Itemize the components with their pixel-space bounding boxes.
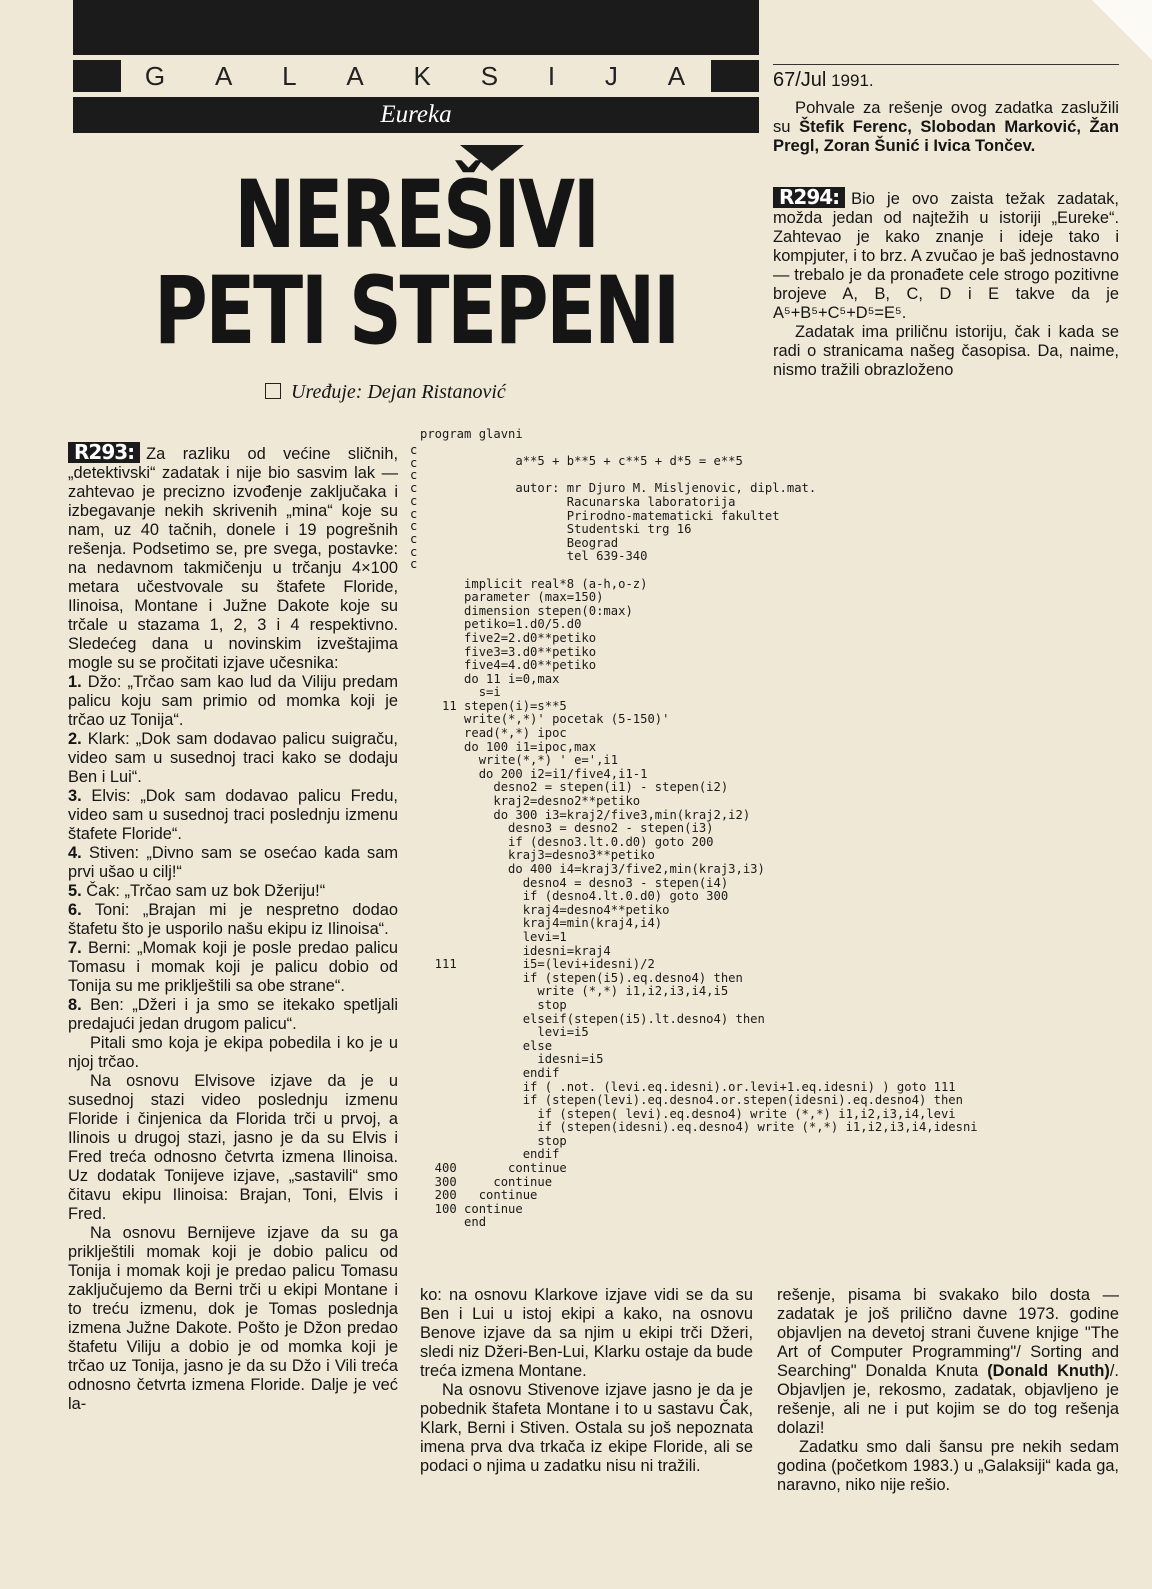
statement-text: Stiven: „Divno sam se osećao kada sam prvi ušao u cilj!“: [68, 844, 398, 881]
praise-text: Pohvale za rešenje ovog zadatka zaslužili su: [773, 98, 1119, 136]
r293-intro: [68, 442, 398, 673]
statement-text: Berni: „Momak koji je posle predao palicu Tomasu i momak koji je palicu dobio od Tonija su me priklještili sa obe strane“.: [68, 939, 398, 995]
header-top-bar: [73, 0, 759, 55]
r293-text: Za razliku od većine sličnih, „detektivski“ zadatak i nije bio sasvim lak — zahtevao je precizno izvođenje zaključaka i izbegavanje nekih skrivenih „mina“ koje su nam, uz 40 tačnih, donele i 19 pogrešnih rešenja. Podsetimo se, pre svega, postavke: na nedavnom takmičenju u trčanju 4×100 metara učestvovale su štafete Floride, Ilinoisa, Montane i Južne Dakote koje su trčale u stazama 1, 2, 3 i 4 respektivno. Sledećeg dana u novinskim izveštajima mogle su se pročitati izjave učesnika:: [68, 445, 398, 672]
letter: K: [413, 60, 433, 91]
statement-number: 8.: [68, 996, 82, 1014]
editor-credit: [265, 381, 765, 404]
issue-year: 1991.: [826, 71, 874, 90]
title-line-2: PETI STEPENI: [154, 257, 678, 366]
statement-8: [68, 996, 398, 1034]
letter: A: [346, 60, 366, 91]
issue-number: 67/Jul: [773, 69, 827, 91]
elvis-paragraph: Na osnovu Elvisove izjave da je u susednoj stazi video poslednju izmenu Floride i činjenica da Florida trči u prvoj, a Ilinois u drugoj stazi, jasno je da su Elvis i Fred treća odnosno četvrta izmena Ilinoisa. Uz dodatak Tonijeve izjave, „sastavili“ smo čitavu ekipu Ilinoisa: Brajan, Toni, Elvis i Fred.: [68, 1072, 398, 1223]
statement-2: [68, 730, 398, 787]
comment-marks: c c c c c c c c c c: [410, 443, 418, 572]
statement-number: 1.: [68, 673, 82, 691]
statement-3: [68, 787, 398, 844]
letter: L: [282, 60, 299, 91]
statement-1: [68, 673, 398, 730]
page-corner: [1092, 0, 1152, 60]
statement-4: [68, 844, 398, 882]
statement-number: 5.: [68, 882, 82, 900]
left-block: [73, 60, 121, 92]
statement-number: 4.: [68, 844, 82, 862]
letter: A: [214, 60, 235, 91]
r294-text: Bio je ovo zaista težak zadatak, možda jedan od najtežih u istoriji „Eureke“. Zahtevao je kako znanje i ideje tako i kompjuter, i to brz. A zvučao je baš jednostavno — trebalo je da pronađete cele strogo pozitivne brojeve A, B, C, D i E takve da je A⁵+B⁵+C⁵+D⁵=E⁵.: [773, 190, 1119, 322]
section-name: Eureka: [73, 97, 759, 133]
editor-name: Uređuje: Dejan Ristanović: [291, 381, 506, 403]
title-line-1: NEREŠIVI: [234, 161, 598, 270]
left-column: [68, 442, 398, 1414]
knuth-paragraph: [777, 1286, 1119, 1438]
letter: I: [547, 60, 558, 91]
knuth-text-end: /. Objavljen je, rekosmo, zadatak, objavljeno je rešenje, ali ne i put kojim se do tog rešenja dolazi!: [777, 1362, 1119, 1437]
r293-tag: R293:: [68, 442, 140, 463]
statement-number: 6.: [68, 901, 82, 919]
issue-info: [773, 64, 1119, 92]
article-title: [148, 161, 683, 366]
question-paragraph: Pitali smo koja je ekipa pobedila i ko je u njoj trčao.: [68, 1034, 398, 1071]
statement-number: 2.: [68, 730, 82, 748]
magazine-letters: [121, 61, 711, 92]
statement-text: Toni: „Brajan mi je nespretno dodao štafetu što je usporilo našu ekipu iz Ilinoisa“.: [68, 901, 398, 938]
statement-text: Džo: „Trčao sam kao lud da Viliju predam palicu koju sam primio od momka koji je trčao uz Tonija“.: [68, 673, 398, 729]
r294-paragraph: [773, 187, 1119, 323]
r294-history: Zadatak ima priličnu istoriju, čak i kada se radi o stranicama našeg časopisa. Da, naime, nismo tražili obrazloženo: [773, 323, 1119, 379]
stiven-paragraph: Na osnovu Stivenove izjave jasno je da je pobednik štafeta Montane i to u sastavu Čak, Klark, Berni i Stiven. Ostala su još nepoznata imena prva dva trkača iz ekipe Floride, ali se podaci o njima u zadatku nisu ni tražili.: [420, 1381, 753, 1475]
berni-paragraph: Na osnovu Bernijeve izjave da su ga priklještili momak koji je dobio palicu od Tonija i momak koji je predao palicu Tomasu zaključujemo da Berni trči u ekipi Montane i to treću izmenu, dok je Tomas poslednja izmena Južne Dakote. Pošto je Džon predao štafetu Viliju a dobio je od momka koji je trčao uz Tonija, jasno je da su Džo i Vili treća odnosno četvrta izmena Floride. Dalje je već la-: [68, 1224, 398, 1413]
magazine-name: [73, 58, 759, 94]
statement-text: Čak: „Trčao sam uz bok Džeriju!“: [86, 882, 326, 900]
r294-tag: R294:: [773, 187, 845, 208]
statement-text: Klark: „Dok sam dodavao palicu suigraču, video sam u susednoj traci kako se dodaju Ben i Lui“.: [68, 730, 398, 786]
chance-paragraph: Zadatku smo dali šansu pre nekih sedam godina (početkom 1983.) u „Galaksiji“ kada ga, naravno, niko nije rešio.: [777, 1438, 1119, 1494]
praise-paragraph: [773, 98, 1119, 155]
letter: A: [667, 60, 688, 91]
letter: J: [604, 60, 620, 91]
right-block: [711, 60, 759, 92]
statement-number: 7.: [68, 939, 82, 957]
square-icon: [265, 383, 281, 399]
statement-7: [68, 939, 398, 996]
knuth-text: rešenje, pisama bi svakako bilo dosta — zadatak je još prilično davne 1973. godine objavljen na devetoj strani čuvene knjige "The Art of Computer Programming"/ Sorting and Searching" Donalda Knuta: [777, 1286, 1119, 1380]
right-column-bottom: [777, 1286, 1119, 1495]
statement-text: Ben: „Džeri i ja smo se itekako spetljali predajući jedan drugom palicu“.: [68, 996, 398, 1033]
letter: G: [144, 60, 168, 91]
statement-6: [68, 901, 398, 939]
statement-text: Elvis: „Dok sam dodavao palicu Fredu, video sam u susednoj traci poslednju izmenu štafete Floride“.: [68, 787, 398, 843]
code-listing: program glavni a**5 + b**5 + c**5 + d*5 = e**5 autor: mr Djuro M. Misljenovic, dipl.mat. Racunarska laboratorija Prirodno-matematicki fakultet Studentski trg 16 Beograd tel 639-340 implicit real*8 (a-h,o-z) parameter (max=150) dimension stepen(0:max) petiko=1.d0/5.d0 five2=2.d0**petiko five3=3.d0**petiko five4=4.d0**petiko do 11 i=0,max s=i 11 stepen(i)=s**5 write(*,*)' pocetak (5-150)' read(*,*) ipoc do 100 i1=ipoc,max write(*,*) ' e=',i1 do 200 i2=i1/five4,i1-1 desno2 = stepen(i1) - stepen(i2) kraj2=desno2**petiko do 300 i3=kraj2/five3,min(kraj2,i2) desno3 = desno2 - stepen(i3) if (desno3.lt.0.d0) goto 200 kraj3=desno3**petiko do 400 i4=kraj3/five2,min(kraj3,i3) desno4 = desno3 - stepen(i4) if (desno4.lt.0.d0) goto 300 kraj4=desno4**petiko kraj4=min(kraj4,i4) levi=1 idesni=kraj4 111 i5=(levi+idesni)/2 if (stepen(i5).eq.desno4) then write (*,*) i1,i2,i3,i4,i5 stop elseif(stepen(i5).lt.desno4) then levi=i5 else idesni=i5 endif if ( .not. (levi.eq.idesni).or.levi+1.eq.idesni) ) goto 111 if (stepen(levi).eq.desno4.or.stepen(idesni).eq.desno4) then if (stepen( levi).eq.desno4) write (*,*) i1,i2,i3,i4,levi if (stepen(idesni).eq.desno4) write (*,*) i1,i2,i3,i4,idesni stop endif 400 continue 300 continue 200 continue 100 continue end: [420, 427, 978, 1230]
right-column-top: [773, 98, 1119, 380]
praise-names: Štefik Ferenc, Slobodan Marković, Žan Pregl, Zoran Šunić i Ivica Tončev.: [773, 117, 1120, 155]
klark-paragraph: ko: na osnovu Klarkove izjave vidi se da su Ben i Lui u istoj ekipi a kako, na osnovu Benove izjave da sa njim u ekipi trči Džeri, sledi niz Džeri-Ben-Lui, Klarku ostaje da bude treća izmena Montane.: [420, 1286, 753, 1380]
statement-5: [68, 882, 398, 901]
middle-column: [420, 1286, 753, 1476]
letter: S: [480, 60, 501, 91]
statement-number: 3.: [68, 787, 82, 805]
knuth-name: (Donald Knuth): [987, 1362, 1110, 1380]
